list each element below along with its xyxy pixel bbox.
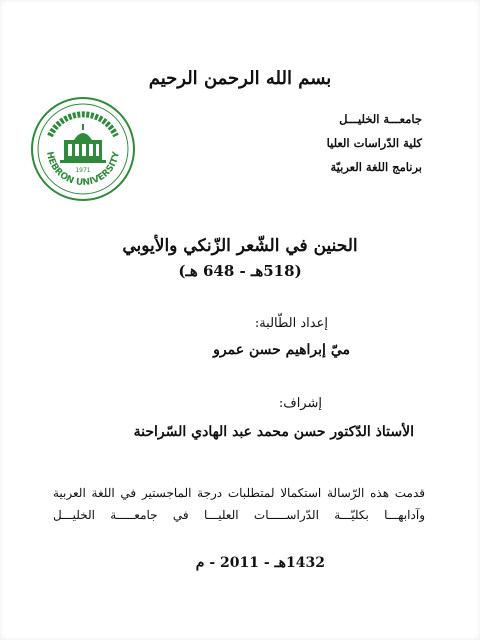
university-name: جامعـــة الخليـــل — [339, 112, 422, 126]
author-label: إعداد الطّالبة: — [254, 316, 328, 331]
program-name: برنامج اللغة العربيّة — [330, 160, 422, 174]
logo-year: 1971 — [75, 167, 91, 174]
statement-line-2: وآدابهـــا بكليّـــة الدّراســـــات العليـــا في جامعـــــة الخليـــل — [53, 508, 425, 522]
supervisor-label: إشراف: — [278, 396, 322, 411]
university-logo — [30, 96, 136, 202]
thesis-title: الحنين في الشّعر الزّنكي والأيوبي — [122, 236, 358, 256]
supervisor-name: الأستاذ الدّكتور حسن محمد عبد الهادي السّراحنة — [133, 424, 414, 440]
author-name: ميّ إبراهيم حسن عمرو — [213, 342, 350, 358]
college-name: كلية الدّراسات العليا — [326, 136, 422, 150]
logo-arc-text: HEBRON UNIVERSITY — [43, 150, 122, 189]
basmala: بسم الله الرحمن الرحيم — [148, 68, 332, 89]
submission-year: 1432هـ - 2011 - م — [195, 555, 325, 571]
thesis-date-range: (518هـ - 648 هـ) — [178, 262, 302, 280]
statement-line-1: قدمت هذه الرّسالة استكمالا لمتطلبات درجة الماجستير في اللغة العربية — [53, 486, 425, 500]
